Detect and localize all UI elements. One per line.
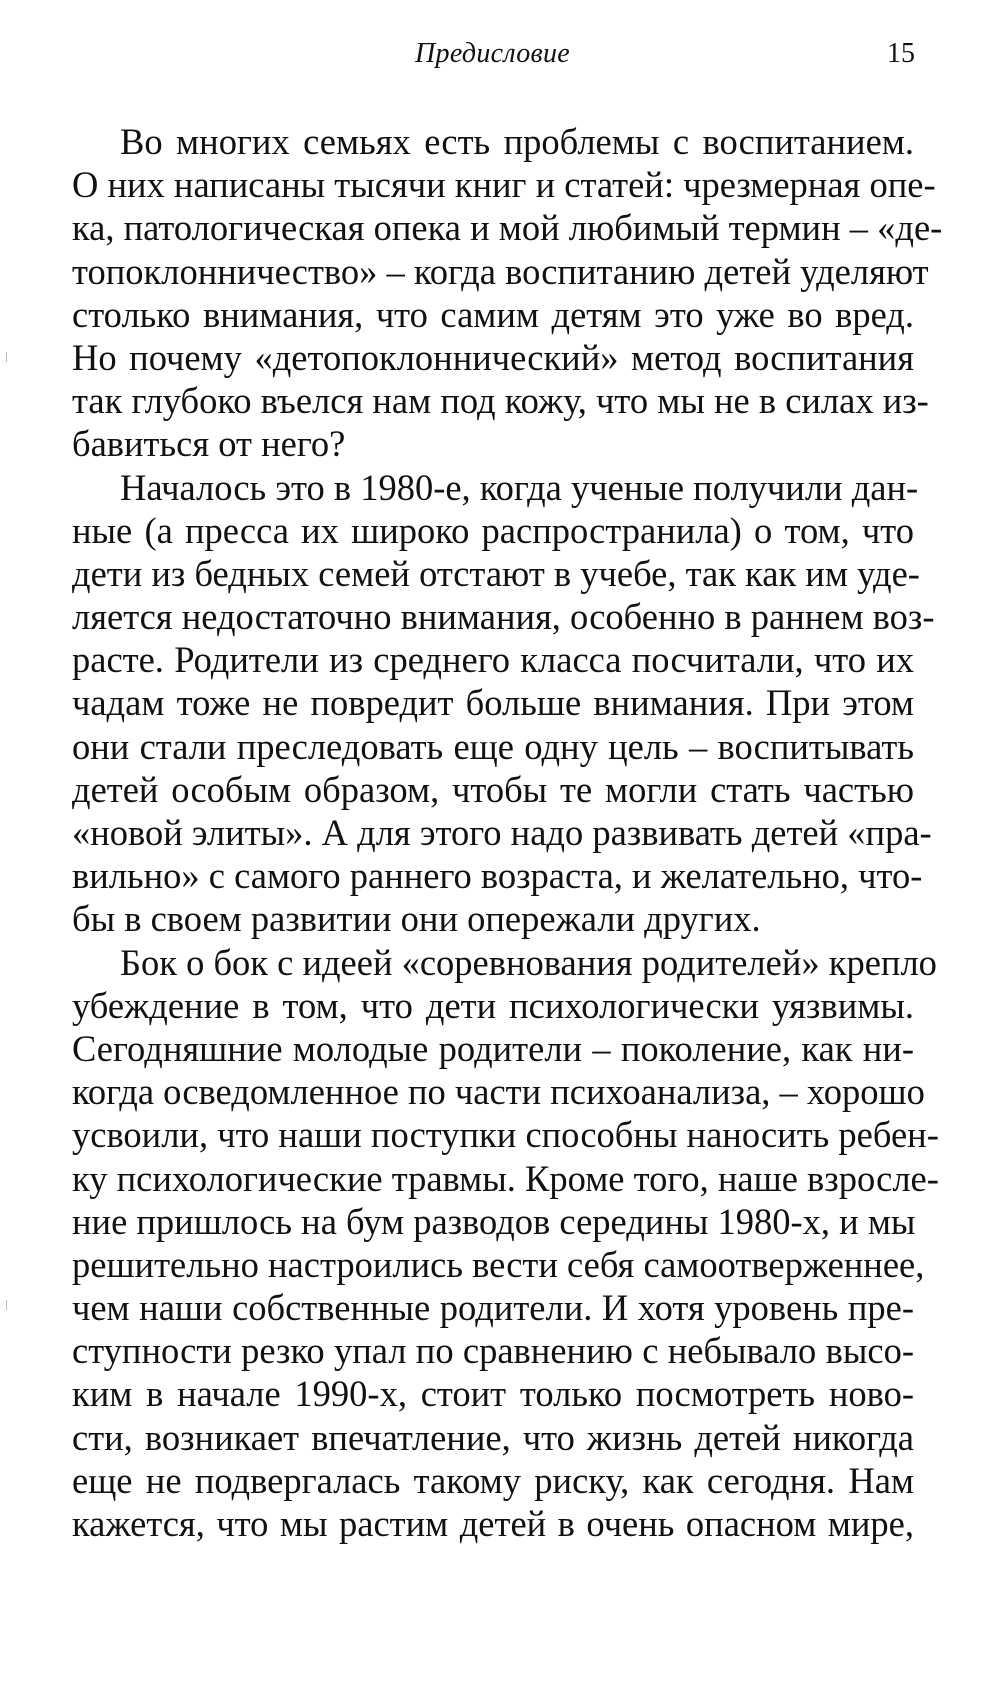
text-line: детей особым образом, чтобы те могли стать частью [72, 768, 914, 810]
running-title: Предисловие [415, 38, 570, 69]
text-line: чем наши собственные родители. И хотя уровень пре- [72, 1287, 914, 1329]
text-line: кажется, что мы растим детей в очень опасном мире, [72, 1503, 914, 1544]
text-line: расте. Родители из среднего класса посчитали, что их [72, 639, 914, 681]
body-text [72, 120, 943, 1545]
text-line: убеждение в том, что дети психологически уязвимы. [72, 984, 914, 1026]
text-line: ные (а пресса их широко распространила) о том, что [72, 509, 914, 551]
text-line: ка, патологическая опека и мой любимый термин – «де- [72, 207, 943, 249]
text-line: когда осведомленное по части психоанализа, – хорошо [72, 1071, 925, 1113]
text-line: Бок о бок с идеей «соревнования родителей» крепло [120, 941, 937, 983]
scan-margin-mark [6, 1300, 7, 1310]
text-line: Началось это в 1980-е, когда ученые получили дан- [120, 466, 919, 508]
text-line: сти, возникает впечатление, что жизнь детей никогда [72, 1416, 914, 1458]
text-line: ступности резко упал по сравнению с небывало высо- [72, 1330, 914, 1372]
text-line: Сегодняшние молодые родители – поколение, как ни- [72, 1027, 914, 1069]
text-line: Во многих семьях есть проблемы с воспитанием. [120, 121, 914, 162]
text-line: бавиться от него? [72, 423, 346, 465]
text-line: чадам тоже не повредит больше внимания. При этом [72, 682, 914, 724]
text-line: бы в своем развитии они опережали других. [72, 898, 761, 940]
text-line: ляется недостаточно внимания, особенно в раннем воз- [72, 596, 935, 638]
text-line: ние пришлось на бум разводов середины 1980-х, и мы [72, 1200, 916, 1242]
text-line: так глубоко въелся нам под кожу, что мы не в силах из- [72, 380, 929, 422]
page-number: 15 [887, 38, 915, 69]
text-line: ку психологические травмы. Кроме того, наше взросле- [72, 1157, 939, 1199]
text-line: «новой элиты». А для этого надо развивать детей «пра- [72, 812, 932, 853]
text-line: топоклонничество» – когда воспитанию детей уделяют [72, 250, 929, 292]
text-line: Но почему «детопоклоннический» метод воспитания [72, 336, 914, 378]
text-line: усвоили, что наши поступки способны наносить ребен- [72, 1114, 939, 1156]
text-line: ким в начале 1990-х, стоит только посмотреть ново- [72, 1373, 914, 1415]
text-line: решительно настроились вести себя самоотверженнее, [72, 1243, 925, 1285]
page-header [70, 34, 915, 78]
text-line: О них написаны тысячи книг и статей: чрезмерная опе- [72, 164, 936, 206]
scan-margin-mark [6, 352, 7, 362]
text-line: они стали преследовать еще одну цель – воспитывать [72, 725, 914, 767]
text-line: вильно» с самого раннего возраста, и желательно, что- [72, 855, 923, 897]
text-line: столько внимания, что самим детям это уже во вред. [72, 293, 914, 335]
text-line: дети из бедных семей отстают в учебе, так как им уде- [72, 552, 920, 594]
text-line: еще не подвергалась такому риску, как сегодня. Нам [72, 1459, 914, 1501]
